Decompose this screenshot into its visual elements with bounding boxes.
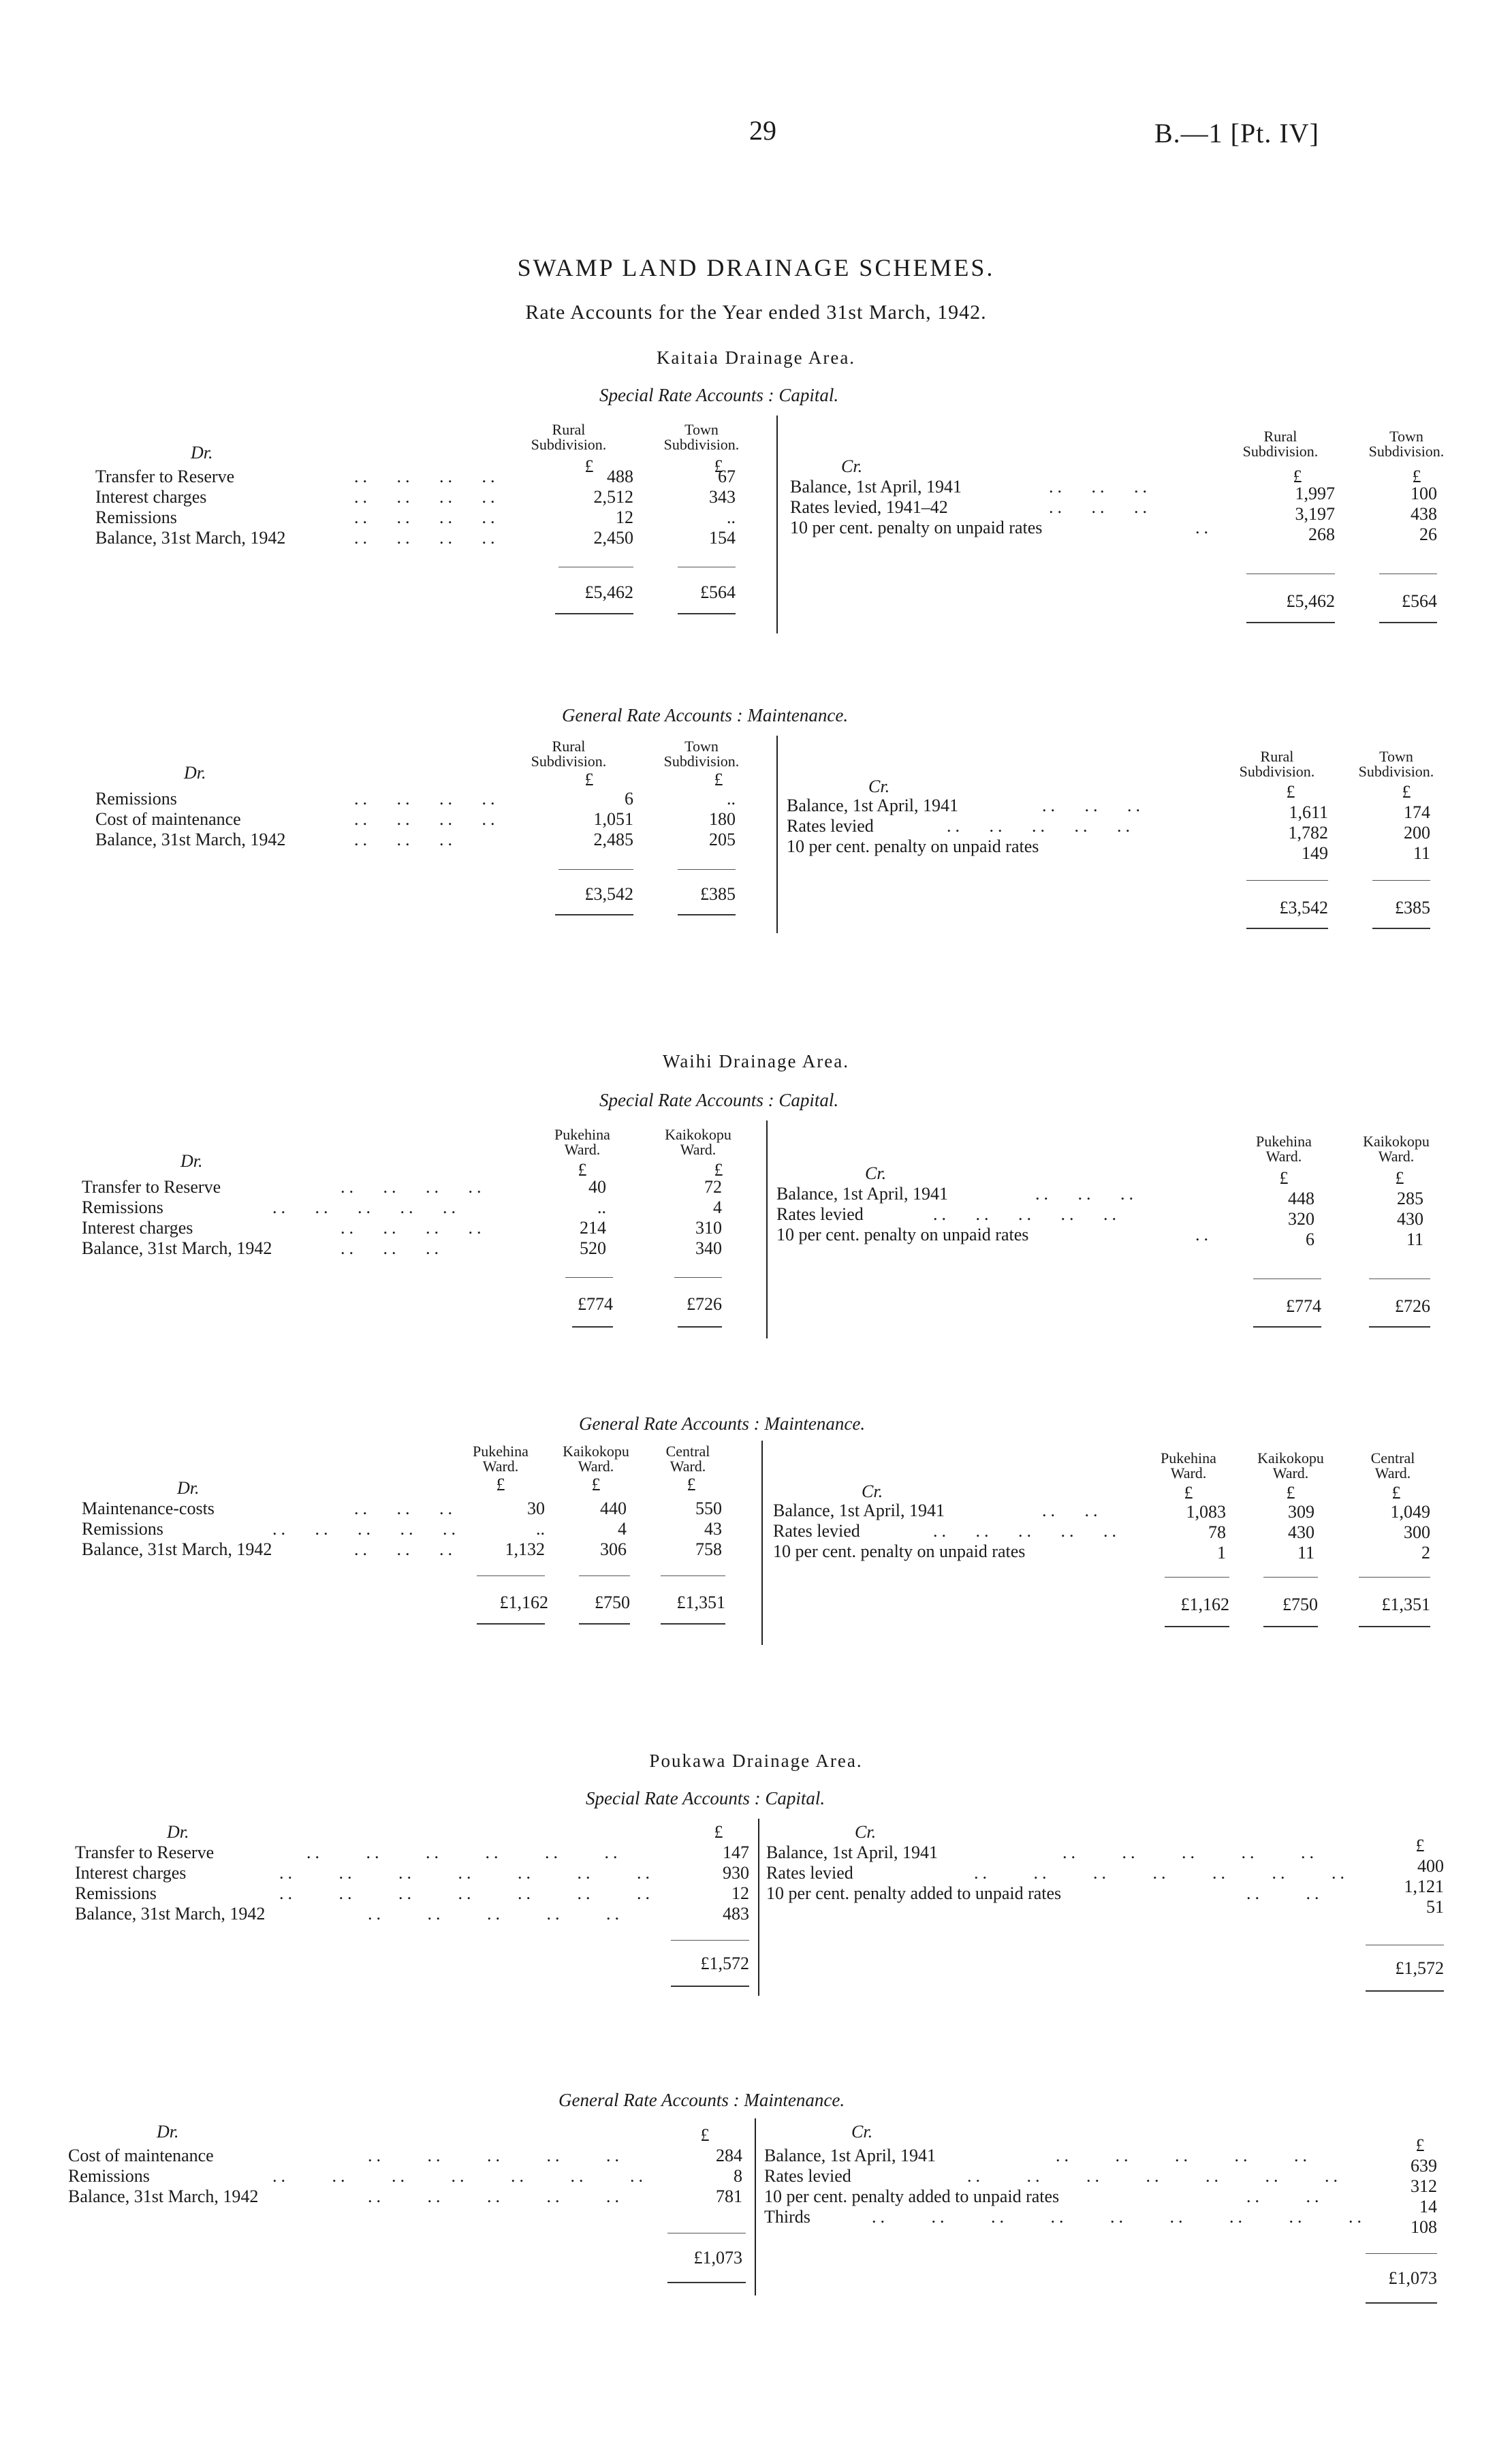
town-total: £385 xyxy=(1395,898,1430,918)
pound-symbol: £ xyxy=(1415,1836,1425,1855)
waihi-general-heading: General Rate Accounts : Maintenance. xyxy=(579,1413,866,1434)
town-total: £385 xyxy=(700,884,736,904)
total-rule xyxy=(1246,928,1328,929)
dot-leader: .. .. .. .. .. .. .. xyxy=(967,2166,1342,2186)
dot-leader: .. .. .. xyxy=(1049,477,1151,497)
pukehina-ward-header: Pukehina Ward. xyxy=(1256,1133,1312,1165)
ledger-row-label: Balance, 31st March, 1942 xyxy=(82,1238,272,1258)
town-amount: 180 xyxy=(709,809,736,829)
rural-amount: 6 xyxy=(625,789,633,809)
central-amount: 550 xyxy=(695,1499,722,1518)
waihi-special-heading: Special Rate Accounts : Capital. xyxy=(599,1090,839,1110)
kaikokopu-amount: 4 xyxy=(713,1197,722,1217)
total-rule xyxy=(1165,1626,1229,1627)
amount: 1,121 xyxy=(1404,1877,1444,1896)
cr-label: Cr. xyxy=(865,1163,887,1183)
pound-symbol: £ xyxy=(584,770,594,789)
town-amount: 343 xyxy=(709,487,736,507)
dr-label: Dr. xyxy=(167,1822,189,1842)
pukehina-amount: 1 xyxy=(1217,1543,1226,1563)
kaikokopu-total: £750 xyxy=(1282,1595,1318,1614)
dot-leader: .. .. .. .. .. xyxy=(933,1204,1120,1224)
poukawa-special-account xyxy=(0,1819,1512,2023)
town-amount: 200 xyxy=(1404,823,1430,843)
subtotal-rule xyxy=(565,1277,613,1278)
amount: 930 xyxy=(723,1863,749,1883)
pound-symbol: £ xyxy=(1412,467,1421,486)
dot-leader: .. .. .. .. xyxy=(354,487,499,507)
ledger-row-label: 10 per cent. penalty on unpaid rates xyxy=(776,1225,1029,1244)
central-amount: 43 xyxy=(704,1519,722,1539)
ledger-row-label: Rates levied xyxy=(766,1863,853,1883)
kaikokopu-amount: 309 xyxy=(1288,1502,1314,1522)
subtotal-rule xyxy=(671,1940,749,1941)
central-amount: 758 xyxy=(695,1539,722,1559)
dot-leader: .. .. .. xyxy=(354,1539,456,1559)
dr-label: Dr. xyxy=(191,443,213,462)
ledger-row-label: 10 per cent. penalty on unpaid rates xyxy=(790,518,1043,537)
rural-amount: 149 xyxy=(1302,843,1328,863)
amount: 14 xyxy=(1419,2197,1437,2216)
central-amount: 300 xyxy=(1404,1522,1430,1542)
cr-label: Cr. xyxy=(841,456,863,476)
rural-amount: 268 xyxy=(1308,524,1335,544)
town-amount: .. xyxy=(727,507,736,527)
pound-symbol: £ xyxy=(1415,2135,1425,2155)
ledger-row-label: Rates levied xyxy=(776,1204,864,1224)
ledger-row-label: Balance, 31st March, 1942 xyxy=(75,1904,266,1924)
dr-label: Dr. xyxy=(180,1151,203,1171)
dot-leader: .. .. .. .. .. .. .. xyxy=(279,1863,654,1883)
pound-symbol: £ xyxy=(1391,1483,1401,1503)
total-rule xyxy=(1359,1626,1430,1627)
dr-label: Dr. xyxy=(177,1478,200,1498)
ledger-row-label: Remissions xyxy=(82,1519,163,1539)
ledger-divider xyxy=(758,1819,759,1996)
kaikokopu-amount: 440 xyxy=(600,1499,627,1518)
dot-leader: .. .. .. xyxy=(1042,796,1144,815)
ledger-row-label: 10 per cent. penalty added to unpaid rates xyxy=(764,2186,1060,2206)
dot-leader: .. .. .. .. .. .. xyxy=(306,1843,622,1862)
rural-amount: 1,611 xyxy=(1289,802,1328,822)
amount: 12 xyxy=(731,1883,749,1903)
total-rule xyxy=(1263,1626,1318,1627)
poukawa-area-title: Poukawa Drainage Area. xyxy=(649,1751,863,1771)
pound-symbol: £ xyxy=(1395,1168,1404,1188)
subtotal-rule xyxy=(477,1575,545,1576)
total-rule xyxy=(661,1623,725,1625)
town-amount: 438 xyxy=(1411,504,1437,524)
ledger-row-label: Maintenance-costs xyxy=(82,1499,215,1518)
total: £1,073 xyxy=(1388,2268,1437,2288)
dot-leader: .. .. .. .. .. xyxy=(933,1521,1120,1541)
kaitaia-special-heading: Special Rate Accounts : Capital. xyxy=(599,385,839,405)
town-amount: .. xyxy=(727,789,736,809)
dot-leader: .. .. .. .. .. xyxy=(272,1197,460,1217)
total-rule xyxy=(555,914,633,915)
total: £1,572 xyxy=(700,1954,749,1973)
dot-leader: .. xyxy=(1195,1225,1212,1244)
kaikokopu-amount: 11 xyxy=(1297,1543,1314,1563)
kaikokopu-total: £750 xyxy=(595,1593,630,1612)
pound-symbol: £ xyxy=(1293,467,1302,486)
rural-amount: 2,485 xyxy=(593,830,633,849)
pound-symbol: £ xyxy=(714,1822,723,1842)
ledger-row-label: Balance, 1st April, 1941 xyxy=(766,1843,939,1862)
pukehina-ward-header: Pukehina Ward. xyxy=(473,1443,529,1475)
total-rule xyxy=(572,1326,613,1328)
rural-amount: 1,782 xyxy=(1288,823,1328,843)
kaikokopu-amount: 310 xyxy=(695,1218,722,1238)
pound-symbol: £ xyxy=(496,1475,505,1494)
subtotal-rule xyxy=(1366,2253,1437,2254)
dot-leader: .. .. .. .. xyxy=(354,467,499,486)
amount: 400 xyxy=(1417,1856,1444,1876)
central-amount: 1,049 xyxy=(1390,1502,1430,1522)
ledger-row-label: Balance, 31st March, 1942 xyxy=(68,2186,259,2206)
dot-leader: .. .. .. .. xyxy=(354,809,499,829)
pukehina-ward-header: Pukehina Ward. xyxy=(554,1126,610,1158)
pukehina-amount: 78 xyxy=(1208,1522,1226,1542)
ledger-row-label: Rates levied xyxy=(764,2166,851,2186)
page-title: SWAMP LAND DRAINAGE SCHEMES. xyxy=(517,254,995,281)
total-rule xyxy=(1366,2302,1437,2304)
pukehina-total: £1,162 xyxy=(499,1593,548,1612)
dr-label: Dr. xyxy=(157,2122,179,2142)
ledger-divider xyxy=(776,415,778,633)
rural-amount: 12 xyxy=(616,507,633,527)
pound-symbol: £ xyxy=(714,456,723,476)
total-rule xyxy=(1366,1990,1444,1992)
pound-symbol: £ xyxy=(1279,1168,1289,1188)
total-rule xyxy=(477,1623,545,1625)
total-rule xyxy=(678,1326,722,1328)
kaikokopu-amount: 306 xyxy=(600,1539,627,1559)
kaikokopu-total: £726 xyxy=(687,1294,722,1314)
ledger-row-label: Interest charges xyxy=(95,487,207,507)
rural-subdivision-header: Rural Subdivision. xyxy=(1239,748,1315,780)
ledger-row-label: Cost of maintenance xyxy=(68,2146,214,2165)
subtotal-rule xyxy=(678,869,736,870)
dot-leader: .. .. .. xyxy=(354,830,456,849)
dot-leader: .. .. .. xyxy=(354,1499,456,1518)
dot-leader: .. .. .. xyxy=(1035,1184,1137,1204)
subtotal-rule xyxy=(1165,1577,1229,1578)
town-amount: 174 xyxy=(1404,802,1430,822)
ledger-divider xyxy=(776,736,778,933)
total-rule xyxy=(1369,1326,1430,1328)
town-total: £564 xyxy=(700,582,736,602)
ledger-row-label: Balance, 31st March, 1942 xyxy=(82,1539,272,1559)
dot-leader: .. .. .. .. .. xyxy=(1056,2146,1311,2165)
dot-leader: .. .. xyxy=(1042,1501,1102,1520)
cr-label: Cr. xyxy=(855,1822,877,1842)
pound-symbol: £ xyxy=(687,1475,696,1494)
ledger-row-label: Transfer to Reserve xyxy=(75,1843,215,1862)
poukawa-special-heading: Special Rate Accounts : Capital. xyxy=(586,1788,825,1808)
total-rule xyxy=(678,613,736,614)
total-rule xyxy=(1379,622,1437,623)
subtotal-rule xyxy=(1246,880,1328,881)
ledger-row-label: 10 per cent. penalty on unpaid rates xyxy=(787,836,1039,856)
page-subtitle: Rate Accounts for the Year ended 31st March, 1942. xyxy=(525,301,987,324)
pound-symbol: £ xyxy=(1286,782,1295,802)
waihi-general-account xyxy=(0,1441,1512,1645)
ledger-row-label: Remissions xyxy=(82,1197,163,1217)
rural-amount: 2,450 xyxy=(593,528,633,548)
kaitaia-area-title: Kaitaia Drainage Area. xyxy=(656,347,856,368)
pound-symbol: £ xyxy=(714,770,723,789)
total-rule xyxy=(667,2282,746,2283)
dot-leader: .. .. .. .. .. xyxy=(947,816,1134,836)
dot-leader: .. .. xyxy=(1246,2186,1323,2206)
dot-leader: .. .. .. .. .. xyxy=(368,2186,623,2206)
poukawa-general-heading: General Rate Accounts : Maintenance. xyxy=(558,2090,845,2110)
ledger-row-label: Balance, 31st March, 1942 xyxy=(95,830,286,849)
dot-leader: .. .. .. xyxy=(1049,497,1151,517)
pukehina-amount: 30 xyxy=(527,1499,545,1518)
kaikokopu-amount: 340 xyxy=(695,1238,722,1258)
kaikokopu-ward-header: Kaikokopu Ward. xyxy=(1257,1449,1324,1481)
ledger-row-label: Balance, 1st April, 1941 xyxy=(776,1184,949,1204)
dot-leader: .. xyxy=(1195,518,1212,537)
kaikokopu-ward-header: Kaikokopu Ward. xyxy=(1363,1133,1430,1165)
pound-symbol: £ xyxy=(1402,782,1411,802)
subtotal-rule xyxy=(661,1575,725,1576)
dot-leader: .. .. .. .. xyxy=(354,789,499,809)
rural-total: £3,542 xyxy=(584,884,633,904)
kaikokopu-amount: 430 xyxy=(1288,1522,1314,1542)
dr-label: Dr. xyxy=(184,763,206,783)
ledger-row-label: Rates levied xyxy=(787,816,874,836)
ledger-row-label: Thirds xyxy=(764,2207,810,2227)
total: £1,073 xyxy=(693,2248,742,2268)
ledger-row-label: Remissions xyxy=(95,507,177,527)
ledger-row-label: Balance, 1st April, 1941 xyxy=(787,796,959,815)
central-total: £1,351 xyxy=(676,1593,725,1612)
subtotal-rule xyxy=(558,869,633,870)
total-rule xyxy=(555,613,633,614)
town-subdivision-header: Town Subdivision. xyxy=(663,738,740,770)
poukawa-general-account xyxy=(0,2118,1512,2330)
kaikokopu-amount: 72 xyxy=(704,1177,722,1197)
rural-subdivision-header: Rural Subdivision. xyxy=(1242,428,1319,460)
town-total: £564 xyxy=(1402,591,1437,611)
subtotal-rule xyxy=(579,1575,630,1576)
amount: 639 xyxy=(1411,2156,1437,2176)
pukehina-amount: 40 xyxy=(588,1177,606,1197)
dot-leader: .. .. .. .. .. xyxy=(272,1519,460,1539)
rural-total: £5,462 xyxy=(584,582,633,602)
pukehina-amount: 6 xyxy=(1306,1229,1314,1249)
ledger-row-label: Rates levied, 1941–42 xyxy=(790,497,948,517)
ledger-row-label: Remissions xyxy=(68,2166,150,2186)
ledger-row-label: Interest charges xyxy=(75,1863,187,1883)
amount: 312 xyxy=(1411,2176,1437,2196)
total-rule xyxy=(1253,1326,1321,1328)
ledger-row-label: Rates levied xyxy=(773,1521,860,1541)
total: £1,572 xyxy=(1395,1958,1444,1978)
ledger-row-label: 10 per cent. penalty added to unpaid rates xyxy=(766,1883,1062,1903)
subtotal-rule xyxy=(1372,880,1430,881)
ledger-row-label: Cost of maintenance xyxy=(95,809,241,829)
town-amount: 154 xyxy=(709,528,736,548)
dot-leader: .. .. .. .. .. .. .. xyxy=(279,1883,654,1903)
dot-leader: .. .. .. .. .. xyxy=(368,2146,623,2165)
subtotal-rule xyxy=(1359,1577,1430,1578)
dot-leader: .. .. .. .. .. .. .. .. .. xyxy=(872,2207,1366,2227)
amount: 51 xyxy=(1426,1897,1444,1917)
central-amount: 2 xyxy=(1421,1543,1430,1563)
pukehina-amount: .. xyxy=(597,1197,606,1217)
ledger-row-label: Remissions xyxy=(75,1883,157,1903)
rural-subdivision-header: Rural Subdivision. xyxy=(531,421,607,453)
kaikokopu-ward-header: Kaikokopu Ward. xyxy=(563,1443,629,1475)
cr-label: Cr. xyxy=(851,2122,873,2142)
amount: 108 xyxy=(1411,2217,1437,2237)
ledger-row-label: Interest charges xyxy=(82,1218,193,1238)
kaikokopu-amount: 430 xyxy=(1397,1209,1423,1229)
subtotal-rule xyxy=(674,1277,722,1278)
pound-symbol: £ xyxy=(591,1475,601,1494)
ledger-row-label: Transfer to Reserve xyxy=(95,467,235,486)
kaikokopu-amount: 285 xyxy=(1397,1189,1423,1208)
rural-amount: 2,512 xyxy=(593,487,633,507)
central-ward-header: Central Ward. xyxy=(665,1443,710,1475)
dot-leader: .. .. .. .. xyxy=(354,528,499,548)
rural-subdivision-header: Rural Subdivision. xyxy=(531,738,607,770)
kaikokopu-ward-header: Kaikokopu Ward. xyxy=(665,1126,731,1158)
rural-total: £5,462 xyxy=(1286,591,1335,611)
kaitaia-special-account xyxy=(0,415,1512,633)
rural-total: £3,542 xyxy=(1279,898,1328,918)
dot-leader: .. .. .. .. xyxy=(354,507,499,527)
dot-leader: .. .. .. .. .. xyxy=(368,1904,623,1924)
pukehina-amount: 448 xyxy=(1288,1189,1314,1208)
total-rule xyxy=(1246,622,1335,623)
amount: 483 xyxy=(723,1904,749,1924)
rural-amount: 488 xyxy=(607,467,633,486)
total-rule xyxy=(678,914,736,915)
amount: 284 xyxy=(716,2146,742,2165)
town-amount: 26 xyxy=(1419,524,1437,544)
cr-label: Cr. xyxy=(868,777,890,796)
kaikokopu-amount: 11 xyxy=(1406,1229,1423,1249)
ledger-divider xyxy=(761,1441,763,1645)
ledger-row-label: Balance, 1st April, 1941 xyxy=(790,477,962,497)
pukehina-amount: .. xyxy=(536,1519,545,1539)
dot-leader: .. .. .. .. .. .. .. xyxy=(272,2166,647,2186)
town-amount: 67 xyxy=(718,467,736,486)
pound-symbol: £ xyxy=(714,1160,723,1180)
dot-leader: .. .. xyxy=(1246,1883,1323,1903)
dot-leader: .. .. .. .. .. xyxy=(1062,1843,1318,1862)
town-amount: 205 xyxy=(709,830,736,849)
ledger-divider xyxy=(755,2118,756,2295)
kaikokopu-amount: 4 xyxy=(618,1519,627,1539)
town-amount: 11 xyxy=(1413,843,1430,863)
pukehina-amount: 214 xyxy=(580,1218,606,1238)
pukehina-amount: 1,132 xyxy=(505,1539,545,1559)
pound-symbol: £ xyxy=(578,1160,587,1180)
dot-leader: .. .. .. xyxy=(341,1238,443,1258)
town-subdivision-header: Town Subdivision. xyxy=(1368,428,1445,460)
total-rule xyxy=(671,1986,749,1987)
central-total: £1,351 xyxy=(1381,1595,1430,1614)
rural-amount: 1,051 xyxy=(593,809,633,829)
town-subdivision-header: Town Subdivision. xyxy=(663,421,740,453)
amount: 781 xyxy=(716,2186,742,2206)
ledger-row-label: Transfer to Reserve xyxy=(82,1177,221,1197)
amount: 8 xyxy=(734,2166,742,2186)
pound-symbol: £ xyxy=(700,2125,710,2145)
ledger-row-label: Remissions xyxy=(95,789,177,809)
kaitaia-general-heading: General Rate Accounts : Maintenance. xyxy=(562,705,849,725)
page-number: 29 xyxy=(749,115,776,146)
amount: 147 xyxy=(723,1843,749,1862)
cr-label: Cr. xyxy=(862,1481,883,1501)
dot-leader: .. .. .. .. .. .. .. xyxy=(974,1863,1349,1883)
pukehina-amount: 1,083 xyxy=(1186,1502,1226,1522)
pukehina-total: £774 xyxy=(1286,1296,1321,1316)
waihi-area-title: Waihi Drainage Area. xyxy=(663,1051,849,1071)
ledger-row-label: Balance, 1st April, 1941 xyxy=(764,2146,936,2165)
ledger-divider xyxy=(766,1120,768,1338)
document-reference: B.—1 [Pt. IV] xyxy=(1154,118,1319,148)
pukehina-total: £1,162 xyxy=(1180,1595,1229,1614)
pukehina-ward-header: Pukehina Ward. xyxy=(1161,1449,1216,1481)
rural-amount: 1,997 xyxy=(1295,484,1335,503)
pukehina-amount: 520 xyxy=(580,1238,606,1258)
kaikokopu-total: £726 xyxy=(1395,1296,1430,1316)
ledger-row-label: Balance, 31st March, 1942 xyxy=(95,528,286,548)
ledger-row-label: 10 per cent. penalty on unpaid rates xyxy=(773,1541,1026,1561)
total-rule xyxy=(1372,928,1430,929)
pukehina-amount: 320 xyxy=(1288,1209,1314,1229)
town-amount: 100 xyxy=(1411,484,1437,503)
kaitaia-general-account xyxy=(0,736,1512,933)
central-ward-header: Central Ward. xyxy=(1370,1449,1415,1481)
pound-symbol: £ xyxy=(1286,1483,1295,1503)
dot-leader: .. .. .. .. xyxy=(341,1218,486,1238)
town-subdivision-header: Town Subdivision. xyxy=(1358,748,1434,780)
dot-leader: .. .. .. .. xyxy=(341,1177,486,1197)
pound-symbol: £ xyxy=(1184,1483,1193,1503)
waihi-special-account xyxy=(0,1120,1512,1345)
pukehina-total: £774 xyxy=(578,1294,613,1314)
ledger-row-label: Balance, 1st April, 1941 xyxy=(773,1501,945,1520)
pound-symbol: £ xyxy=(584,456,594,476)
rural-amount: 3,197 xyxy=(1295,504,1335,524)
subtotal-rule xyxy=(1263,1577,1318,1578)
total-rule xyxy=(579,1623,630,1625)
